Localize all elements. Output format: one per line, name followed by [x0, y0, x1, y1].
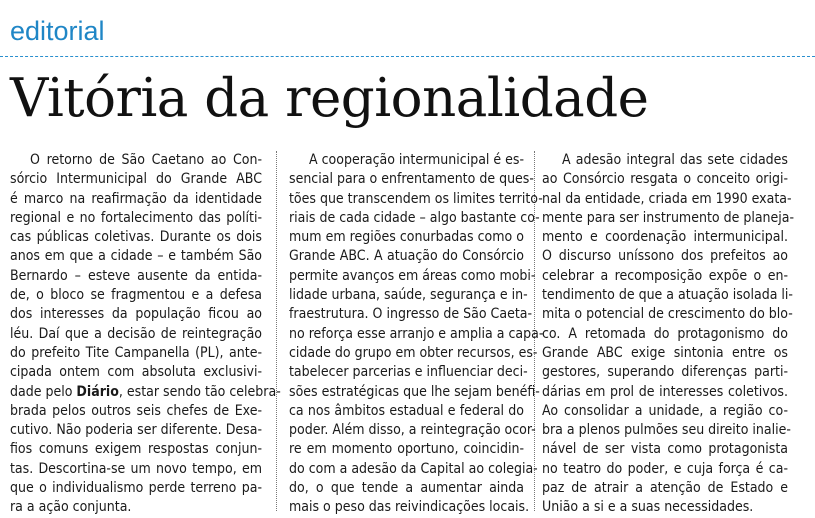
text-line: poder. Além disso, a reintegração ocor-: [289, 422, 536, 439]
text-line: lidade urbana, saúde, segurança e in-: [289, 287, 528, 304]
text-line: dos interesses da população ficou ao: [10, 306, 262, 323]
text-line: do prefeito Tite Campanella (PL), ante-: [10, 344, 262, 361]
text-line: nal da entidade, criada em 1990 exata-: [542, 190, 792, 207]
text-run: dade pelo: [10, 383, 77, 400]
text-line: tões que transcendem os limites territo-: [289, 190, 543, 207]
text-line: mais o peso das reivindicações locais.: [289, 499, 530, 516]
text-line: re em momento oportuno, coincidin-: [289, 441, 524, 458]
text-line: no teatro do poder, e cuja força é ca-: [542, 460, 788, 477]
text-line: bra a plenos pulmões seu direito inalie-: [542, 422, 791, 439]
text-line: é marco na reafirmação da identidade: [10, 190, 262, 207]
text-line: cidade do grupo em obter recursos, es-: [289, 344, 538, 361]
headline: Vitória da regionalidade: [10, 68, 649, 129]
text-line: Grande ABC. A atuação do Consórcio: [289, 248, 524, 265]
text-line: fraestrutura. O ingresso de São Caeta-: [289, 306, 533, 323]
text-line: nável de ser vista como protagonista: [542, 441, 788, 458]
text-line: cutivo. Não poderia ser diferente. Desa-: [10, 422, 262, 439]
text-line: do, o que tende a aumentar ainda: [289, 480, 524, 497]
text-line: tabelecer parcerias e influenciar deci-: [289, 364, 528, 381]
text-line: regional e no fortalecimento das políti-: [10, 209, 262, 226]
section-label: editorial: [10, 16, 105, 46]
text-line: mita o potencial de crescimento do blo-: [542, 306, 793, 323]
text-line: União a si e a suas necessidades.: [542, 499, 754, 516]
text-line: sórcio Intermunicipal do Grande ABC: [10, 171, 262, 188]
text-line: gestores, superando diferenças parti-: [542, 364, 788, 381]
text-line: no reforça esse arranjo e amplia a capa-: [289, 325, 544, 342]
text-line: ra a ação conjunta.: [10, 499, 132, 516]
text-line: léu. Daí que a decisão de reintegração: [10, 325, 262, 342]
text-line: paz de atrair a atenção de Estado e: [542, 480, 788, 497]
article-column-3: [542, 151, 795, 518]
text-line: O retorno de São Caetano ao Con-: [30, 152, 262, 168]
text-line-with-bold: [10, 383, 281, 402]
text-line: A adesão integral das sete cidades: [562, 152, 788, 168]
text-line: co. A retomada do protagonismo do: [542, 325, 788, 342]
text-line: Bernardo – esteve ausente da entida-: [10, 267, 262, 284]
section-divider: [0, 56, 815, 57]
text-run: , estar sendo tão celebra-: [118, 383, 281, 400]
text-line: tas. Descortina-se um novo tempo, em: [10, 460, 262, 477]
text-line: permite avanços em áreas como mobi-: [289, 267, 536, 284]
column-divider: [276, 151, 277, 511]
text-line: anos em que a cidade – e também São: [10, 248, 262, 265]
text-line: de, o bloco se fragmentou e a defesa: [10, 287, 262, 304]
text-line: que o individualismo perde terreno pa-: [10, 480, 262, 497]
text-line: tendimento de que a atuação isolada li-: [542, 287, 793, 304]
newspaper-name: Diário: [76, 383, 119, 400]
text-line: celebrar a recomposição expõe o en-: [542, 267, 788, 284]
text-line: O discurso uníssono dos prefeitos ao: [542, 248, 788, 265]
text-line: sencial para o enfrentamento de ques-: [289, 171, 534, 188]
text-line: dárias em prol de interesses coletivos.: [542, 383, 788, 400]
text-line: do com a adesão da Capital ao colegia-: [289, 460, 538, 477]
text-line: A cooperação intermunicipal é es-: [309, 152, 525, 168]
text-line: cipada ontem com absoluta exclusivi-: [10, 364, 262, 381]
text-line: cas públicas coletivas. Durante os dois: [10, 229, 262, 246]
text-line: fios comuns exigem respostas conjun-: [10, 441, 262, 458]
text-line: sões estratégicas que lhe sejam benéfi-: [289, 383, 540, 400]
text-line: mente para ser instrumento de planeja-: [542, 209, 795, 226]
text-line: Grande ABC exige sintonia entre os: [542, 344, 788, 361]
article-column-2: [289, 151, 544, 518]
text-line: Ao consolidar a unidade, a região co-: [542, 402, 788, 419]
text-line: riais de cada cidade – algo bastante co-: [289, 209, 540, 226]
article-column-1: [10, 151, 281, 518]
text-line: mum em regiões conurbadas como o: [289, 229, 524, 246]
text-line: ao Consórcio resgata o conceito origi-: [542, 171, 788, 188]
text-line: mento e coordenação intermunicipal.: [542, 229, 788, 246]
text-line: brada pelos outros seis chefes de Exe-: [10, 402, 262, 419]
text-line: ca nos âmbitos estadual e federal do: [289, 402, 524, 419]
